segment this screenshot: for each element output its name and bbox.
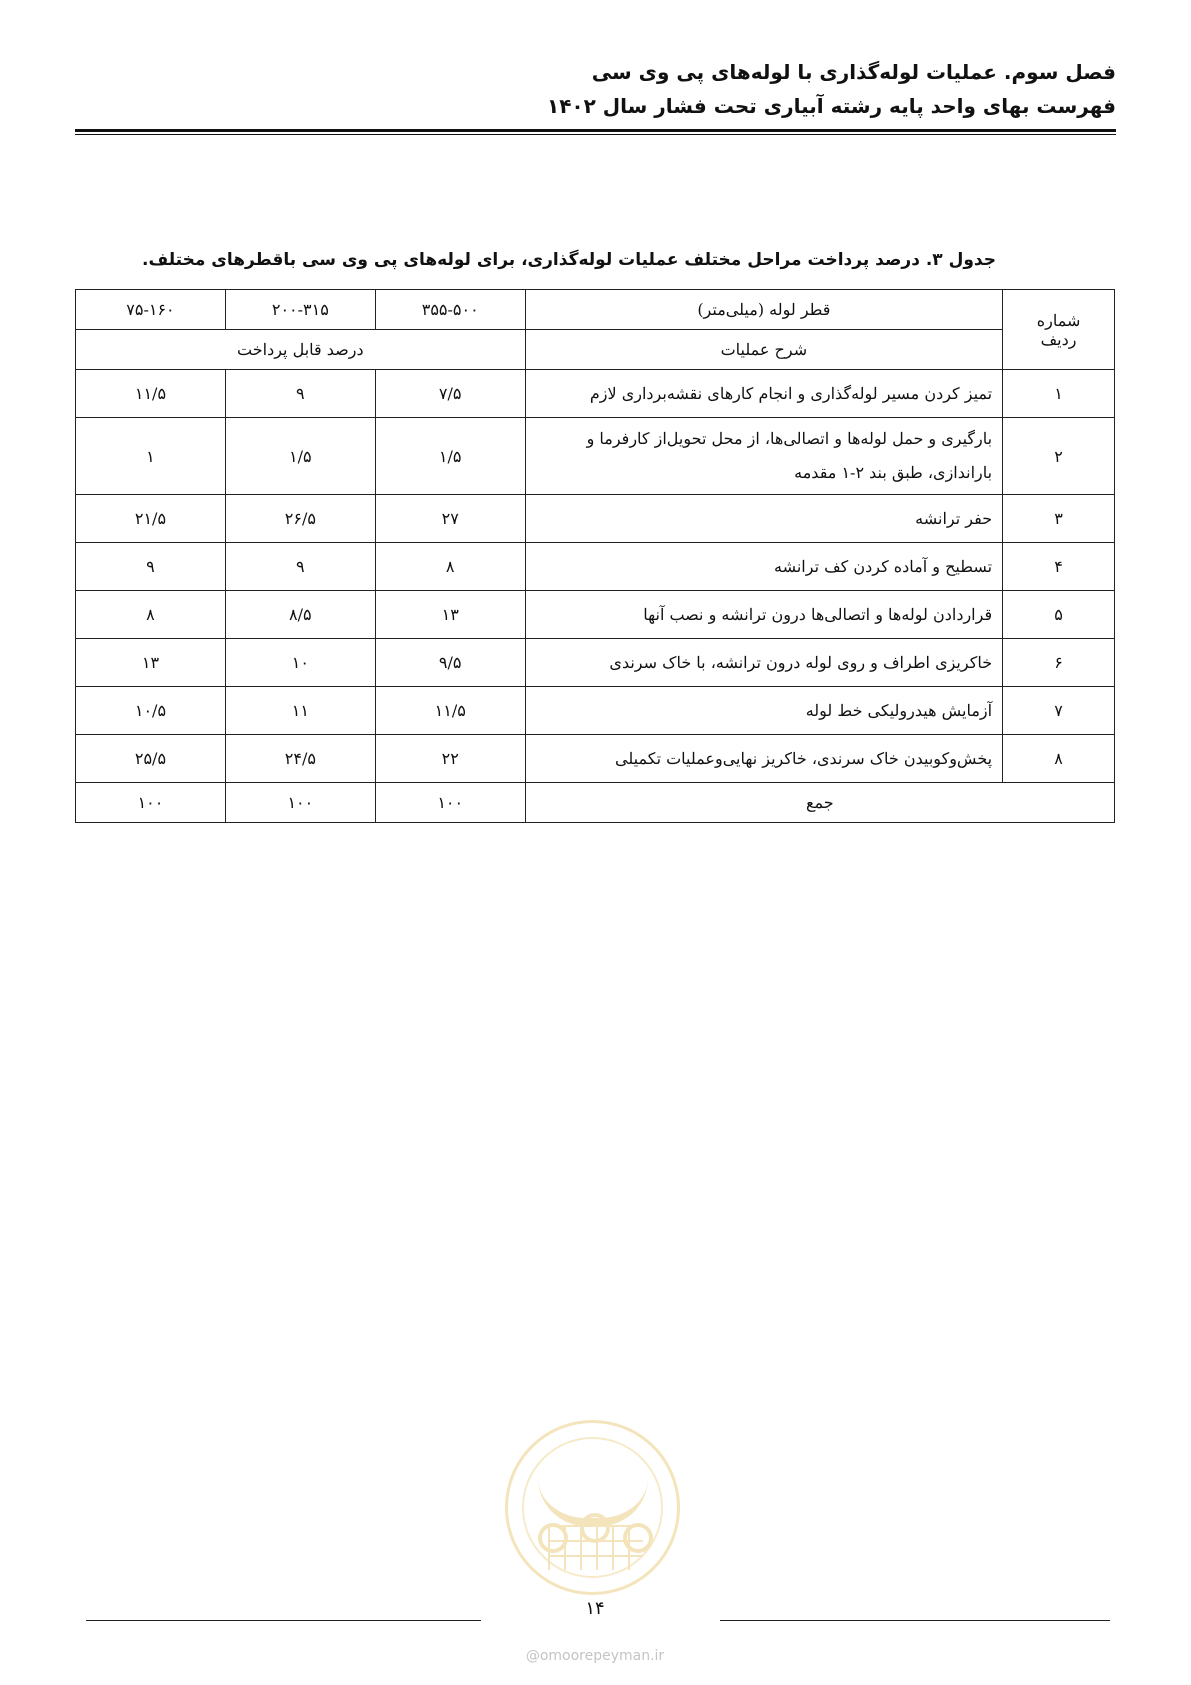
percent-cell: ۹: [225, 543, 375, 591]
diameter-355-500: ۳۵۵-۵۰۰: [375, 290, 525, 330]
chapter-title: فصل سوم. عملیات لوله‌گذاری با لوله‌های پی وی سی: [591, 60, 1116, 84]
footer-divider-right: [720, 1620, 1110, 1621]
table-row: [76, 639, 1115, 687]
percent-cell: ۲۶/۵: [225, 495, 375, 543]
row-number: ۷: [1003, 687, 1115, 735]
operation-description: آزمایش هیدرولیکی خط لوله: [525, 687, 1002, 735]
percent-cell: ۹: [76, 543, 226, 591]
footer-divider-left: [86, 1620, 481, 1621]
row-number: ۸: [1003, 735, 1115, 783]
operation-description: قراردادن لوله‌ها و اتصالی‌ها درون ترانشه و نصب آنها: [525, 591, 1002, 639]
table-row: [76, 495, 1115, 543]
diameter-200-315: ۲۰۰-۳۱۵: [225, 290, 375, 330]
percent-cell: ۱: [76, 418, 226, 495]
payment-percent-table: [75, 289, 1115, 823]
percent-cell: ۱۳: [375, 591, 525, 639]
total-cell: ۱۰۰: [225, 783, 375, 823]
row-number: ۳: [1003, 495, 1115, 543]
table-row: [76, 687, 1115, 735]
diameter-75-160: ۷۵-۱۶۰: [76, 290, 226, 330]
total-label: جمع: [525, 783, 1114, 823]
total-cell: ۱۰۰: [76, 783, 226, 823]
row-number-header-top: شماره: [1036, 310, 1081, 330]
operation-description: تمیز کردن مسیر لوله‌گذاری و انجام کارهای نقشه‌برداری لازم: [525, 370, 1002, 418]
percent-cell: ۲۵/۵: [76, 735, 226, 783]
percent-cell: ۲۲: [375, 735, 525, 783]
percent-cell: ۸: [76, 591, 226, 639]
table-row: [76, 370, 1115, 418]
percent-cell: ۹: [225, 370, 375, 418]
page-number: ۱۴: [585, 1598, 605, 1619]
percent-cell: ۸: [375, 543, 525, 591]
operations-header: شرح عملیات: [525, 330, 1002, 370]
row-number-header-bottom: ردیف: [1040, 329, 1077, 349]
percent-cell: ۹/۵: [375, 639, 525, 687]
page-header: [75, 55, 1116, 123]
percent-cell: ۱۱/۵: [76, 370, 226, 418]
row-number: ۶: [1003, 639, 1115, 687]
percent-cell: ۱۱: [225, 687, 375, 735]
operation-description: تسطیح و آماده کردن کف ترانشه: [525, 543, 1002, 591]
payable-percent-header: درصد قابل پرداخت: [76, 330, 526, 370]
row-number: ۱: [1003, 370, 1115, 418]
row-number: ۲: [1003, 418, 1115, 495]
table-header-row-2: [76, 330, 1115, 370]
percent-cell: ۷/۵: [375, 370, 525, 418]
table-caption: جدول ۳. درصد پرداخت مراحل مختلف عملیات لوله‌گذاری، برای لوله‌های پی وی سی باقطرهای مختلف.: [142, 250, 996, 270]
percent-cell: ۸/۵: [225, 591, 375, 639]
row-number: ۴: [1003, 543, 1115, 591]
percent-cell: ۱/۵: [225, 418, 375, 495]
table-total-row: [76, 783, 1115, 823]
table-row: [76, 418, 1115, 495]
percent-cell: ۲۴/۵: [225, 735, 375, 783]
table-row: [76, 591, 1115, 639]
header-divider: [75, 129, 1116, 135]
percent-cell: ۱۱/۵: [375, 687, 525, 735]
table-header-row-1: [76, 290, 1115, 330]
percent-cell: ۲۱/۵: [76, 495, 226, 543]
operation-description: پخش‌وکوبیدن خاک سرندی، خاکریز نهایی‌وعملیات تکمیلی: [525, 735, 1002, 783]
percent-cell: ۱۰/۵: [76, 687, 226, 735]
percent-cell: ۱۳: [76, 639, 226, 687]
percent-cell: ۱۰: [225, 639, 375, 687]
website-watermark: @omoorepeyman.ir: [525, 1648, 665, 1664]
percent-cell: ۱/۵: [375, 418, 525, 495]
diameter-label: قطر لوله (میلی‌متر): [525, 290, 1002, 330]
operation-description: خاکریزی اطراف و روی لوله درون ترانشه، با خاک سرندی: [525, 639, 1002, 687]
row-number-header: [1003, 290, 1115, 370]
row-number: ۵: [1003, 591, 1115, 639]
operation-description: بارگیری و حمل لوله‌ها و اتصالی‌ها، از محل تحویل‌از کارفرما و باراندازی، طبق بند ۲-۱ مقدمه: [525, 418, 1002, 495]
percent-cell: ۲۷: [375, 495, 525, 543]
watermark-logo-icon: [505, 1420, 680, 1595]
table-row: [76, 735, 1115, 783]
table-row: [76, 543, 1115, 591]
total-cell: ۱۰۰: [375, 783, 525, 823]
document-title: فهرست بهای واحد پایه رشته آبیاری تحت فشار سال ۱۴۰۲: [547, 94, 1116, 118]
operation-description: حفر ترانشه: [525, 495, 1002, 543]
